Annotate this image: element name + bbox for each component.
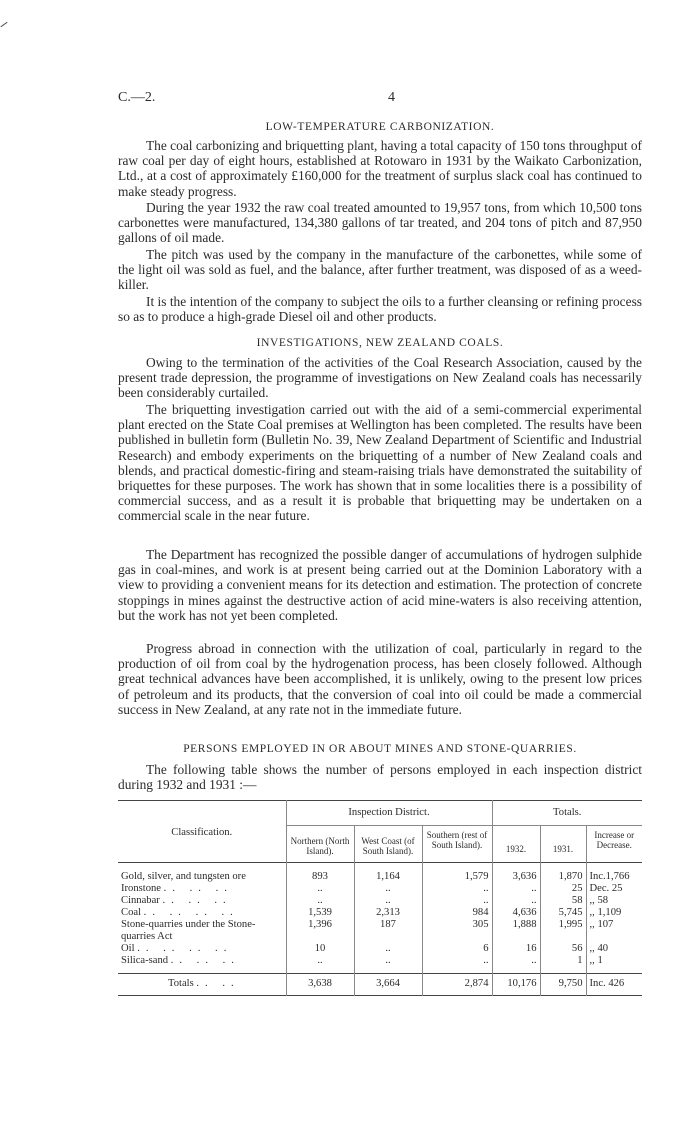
row-label: Gold, silver, and tungsten ore <box>121 871 246 882</box>
col-header-west-coast: West Coast (of South Island). <box>354 826 422 863</box>
cell-change: Inc.1,766 <box>586 871 642 883</box>
paragraph: Owing to the termination of the activities of the Coal Research Association, caused by the present trade depression, the programme of investigations on New Zealand coals has necessarily been considerably curtailed. <box>118 355 642 401</box>
cell-1932: 3,636 <box>492 871 540 883</box>
cell-change: ,, 1,109 <box>586 907 642 919</box>
cell-1932: 16 <box>492 943 540 955</box>
cell-west-coast: .. <box>354 883 422 895</box>
section-heading-low-temperature: LOW-TEMPERATURE CARBONIZATION. <box>265 121 495 133</box>
cell-west-coast: .. <box>354 943 422 955</box>
margin-mark <box>0 22 7 27</box>
cell-1931: 1 <box>540 955 586 967</box>
row-label: Stone-quarries under the Stone-quarries Act <box>121 919 256 942</box>
table-row: Ironstone .. .. .. .. .. .. .. 25 Dec. 25 <box>118 883 642 895</box>
cell-1931: 1,870 <box>540 871 586 883</box>
row-label: Coal <box>121 907 142 918</box>
total-change: Inc. 426 <box>586 974 642 996</box>
table-row: Silica-sand .. .. .. .. .. .. .. 1 ,, 1 <box>118 955 642 967</box>
cell-northern: .. <box>286 955 354 967</box>
cell-southern: 6 <box>422 943 492 955</box>
col-header-northern: Northern (North Island). <box>286 826 354 863</box>
col-header-classification: Classification. <box>171 827 233 838</box>
cell-southern: .. <box>422 883 492 895</box>
cell-1932: 4,636 <box>492 907 540 919</box>
total-southern: 2,874 <box>422 974 492 996</box>
cell-northern: 893 <box>286 871 354 883</box>
group-header-inspection-district: Inspection District. <box>286 801 492 826</box>
cell-1932: .. <box>492 895 540 907</box>
table-row: Oil .. .. .. .. 10 .. 6 16 56 ,, 40 <box>118 943 642 955</box>
cell-northern: 10 <box>286 943 354 955</box>
page-number: 4 <box>388 90 395 105</box>
cell-1932: 1,888 <box>492 919 540 943</box>
cell-west-coast: 2,313 <box>354 907 422 919</box>
total-1932: 10,176 <box>492 974 540 996</box>
row-label: Cinnabar <box>121 895 160 906</box>
row-label: Ironstone <box>121 883 162 894</box>
cell-northern: 1,539 <box>286 907 354 919</box>
cell-southern: .. <box>422 955 492 967</box>
paragraph: The briquetting investigation carried out with the aid of a semi-commercial experimental plant erected on the State Coal premises at Wellington has been completed. The results have been published in bulletin form (Bulletin No. 39, New Zealand Department of Scientific and Industrial Research) and embody experiments on the briquetting of a number of New Zealand coals and blends, and practical domestic-firing and steam-raising trials have demonstrated the suitability of briquettes for these purposes. The work has shown that in some localities there is a possibility of commercial success, and as a result it is probable that briquetting may be undertaken on a commercial scale in the near future. <box>118 402 642 524</box>
col-header-1931: 1931. <box>540 826 586 863</box>
cell-1931: 5,745 <box>540 907 586 919</box>
cell-southern: .. <box>422 895 492 907</box>
paragraph: Progress abroad in connection with the utilization of coal, particularly in regard to the production of oil from coal by the hydrogenation process, has been closely followed. Although great technical advances have been accomplished, it is unlikely, owing to the present low prices of petroleum and its products, that the conversion of coal into oil could be made a commercial success in New Zealand, at any rate not in the immediate future. <box>118 641 642 717</box>
total-1931: 9,750 <box>540 974 586 996</box>
cell-1932: .. <box>492 955 540 967</box>
paragraph: During the year 1932 the raw coal treated amounted to 19,957 tons, from which 10,500 tons carbonettes were manufactured, 134,380 gallons of tar treated, and 204 tons of pitch and 87,950 gallons of oil made. <box>118 200 642 246</box>
col-header-1932: 1932. <box>492 826 540 863</box>
cell-1931: 56 <box>540 943 586 955</box>
table-row <box>118 871 642 883</box>
cell-change: Dec. 25 <box>586 883 642 895</box>
cell-change: ,, 107 <box>586 919 642 943</box>
paragraph: The coal carbonizing and briquetting plant, having a total capacity of 150 tons throughput of raw coal per day of eight hours, established at Rotowaro in 1931 by the Waikato Carbonization, Ltd., at a cost of approximately £160,000 for the treatment of surplus slack coal has continued to make steady progress. <box>118 138 642 199</box>
col-header-southern: Southern (rest of South Island). <box>422 826 492 863</box>
cell-northern: .. <box>286 883 354 895</box>
cell-southern: 305 <box>422 919 492 943</box>
document-reference: C.—2. <box>118 90 156 105</box>
cell-southern: 1,579 <box>422 871 492 883</box>
paragraph: It is the intention of the company to subject the oils to a further cleansing or refining process so as to produce a high-grade Diesel oil and other products. <box>118 294 642 325</box>
table-row: Cinnabar .. .. .. .. .. .. .. 58 ,, 58 <box>118 895 642 907</box>
table-intro: The following table shows the number of persons employed in each inspection district during 1932 and 1931 :— <box>118 762 642 793</box>
group-header-totals: Totals. <box>492 801 642 826</box>
cell-1931: 58 <box>540 895 586 907</box>
totals-row: Totals .. .. 3,638 3,664 2,874 10,176 9,750 Inc. 426 <box>118 974 642 996</box>
totals-label: Totals <box>168 978 194 989</box>
cell-northern: .. <box>286 895 354 907</box>
col-header-change: Increase or Decrease. <box>586 826 642 863</box>
persons-employed-table <box>118 800 642 996</box>
paragraph: The Department has recognized the possible danger of accumulations of hydrogen sulphide gas in coal-mines, and work is at present being carried out at the Dominion Laboratory with a view to providing a convenient means for its detection and estimation. The protection of concrete stoppings in mines against the destructive action of acid mine-waters is also receiving attention, but the work has not yet been completed. <box>118 547 642 623</box>
total-west-coast: 3,664 <box>354 974 422 996</box>
table-row: Coal .. .. .. .. 1,539 2,313 984 4,636 5,745 ,, 1,109 <box>118 907 642 919</box>
cell-change: ,, 58 <box>586 895 642 907</box>
cell-1931: 1,995 <box>540 919 586 943</box>
cell-west-coast: 187 <box>354 919 422 943</box>
table-row <box>118 919 642 943</box>
cell-southern: 984 <box>422 907 492 919</box>
section-heading-investigations: INVESTIGATIONS, NEW ZEALAND COALS. <box>256 337 504 349</box>
row-label: Oil <box>121 943 135 954</box>
row-label: Silica-sand <box>121 955 169 966</box>
cell-1931: 25 <box>540 883 586 895</box>
cell-northern: 1,396 <box>286 919 354 943</box>
cell-change: ,, 1 <box>586 955 642 967</box>
section-heading-persons-employed: PERSONS EMPLOYED IN OR ABOUT MINES AND STONE-QUARRIES. <box>183 743 577 755</box>
cell-west-coast: 1,164 <box>354 871 422 883</box>
cell-west-coast: .. <box>354 955 422 967</box>
total-northern: 3,638 <box>286 974 354 996</box>
paragraph: The pitch was used by the company in the manufacture of the carbonettes, while some of the light oil was sold as fuel, and the balance, after further treatment, was disposed of as a weed-killer. <box>118 247 642 293</box>
cell-change: ,, 40 <box>586 943 642 955</box>
cell-west-coast: .. <box>354 895 422 907</box>
cell-1932: .. <box>492 883 540 895</box>
